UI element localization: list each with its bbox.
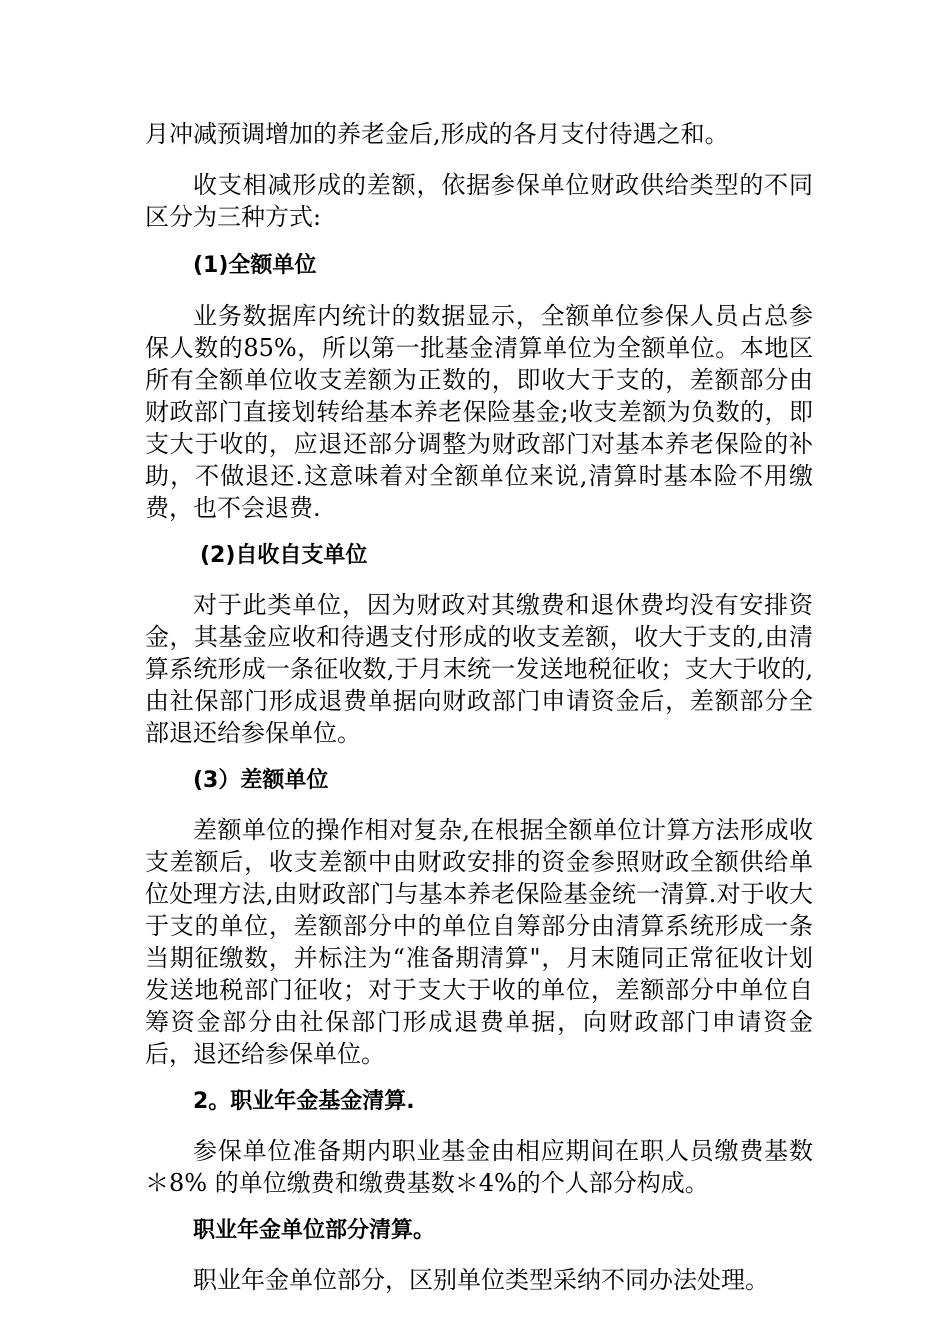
- heading-full-funded-unit: (1)全额单位: [193, 253, 317, 278]
- heading-occupational-annuity-clearing: 2。职业年金基金清算.: [193, 1089, 415, 1114]
- paragraph-annuity-unit-part: 职业年金单位部分，区别单位类型采纳不同办法处理。: [193, 1266, 769, 1294]
- document-page: [145, 118, 813, 1296]
- heading-self-funded-unit: (2)自收自支单位: [200, 543, 368, 568]
- heading-difference-unit: (3）差额单位: [193, 768, 329, 793]
- paragraph-difference-unit: 差额单位的操作相对复杂,在根据全额单位计算方法形成收支差额后，收支差额中由财政安排的资金参照财政全额供给单位处理方法,由财政部门与基本养老保险基金统一清算.对于收大于支的单位，差额部分中的单位自筹部分由清算系统形成一条当期征缴数，并标注为“准备期清算"，月末随同正常征收计划发送地税部门征收；对于支大于收的单位，差额部分中单位自筹资金部分由社保部门形成退费单据，向财政部门申请资金后，退还给参保单位。: [145, 816, 813, 1068]
- paragraph-continuation: 月冲减预调增加的养老金后,形成的各月支付待遇之和。: [145, 120, 729, 148]
- paragraph-occupational-annuity: 参保单位准备期内职业基金由相应期间在职人员缴费基数＊8% 的单位缴费和缴费基数＊4%的个人部分构成。: [145, 1137, 813, 1197]
- paragraph-self-funded-unit: 对于此类单位，因为财政对其缴费和退休费均没有安排资金，其基金应收和待遇支付形成的收支差额，收大于支的,由清算系统形成一条征收数,于月末统一发送地税征收；支大于收的,由社保部门形成退费单据向财政部门申请资金后，差额部分全部退还给参保单位。: [145, 591, 813, 747]
- paragraph-intro: 收支相减形成的差额，依据参保单位财政供给类型的不同区分为三种方式:: [145, 171, 813, 231]
- heading-annuity-unit-part-clearing: 职业年金单位部分清算。: [193, 1218, 436, 1243]
- paragraph-full-funded-unit: 业务数据库内统计的数据显示，全额单位参保人员占总参保人数的85%，所以第一批基金清算单位为全额单位。本地区所有全额单位收支差额为正数的，即收大于支的，差额部分由财政部门直接划转给基本养老保险基金;收支差额为负数的，即支大于收的，应退还部分调整为财政部门对基本养老保险的补助，不做退还.这意味着对全额单位来说,清算时基本险不用缴费，也不会退费.: [145, 302, 813, 522]
